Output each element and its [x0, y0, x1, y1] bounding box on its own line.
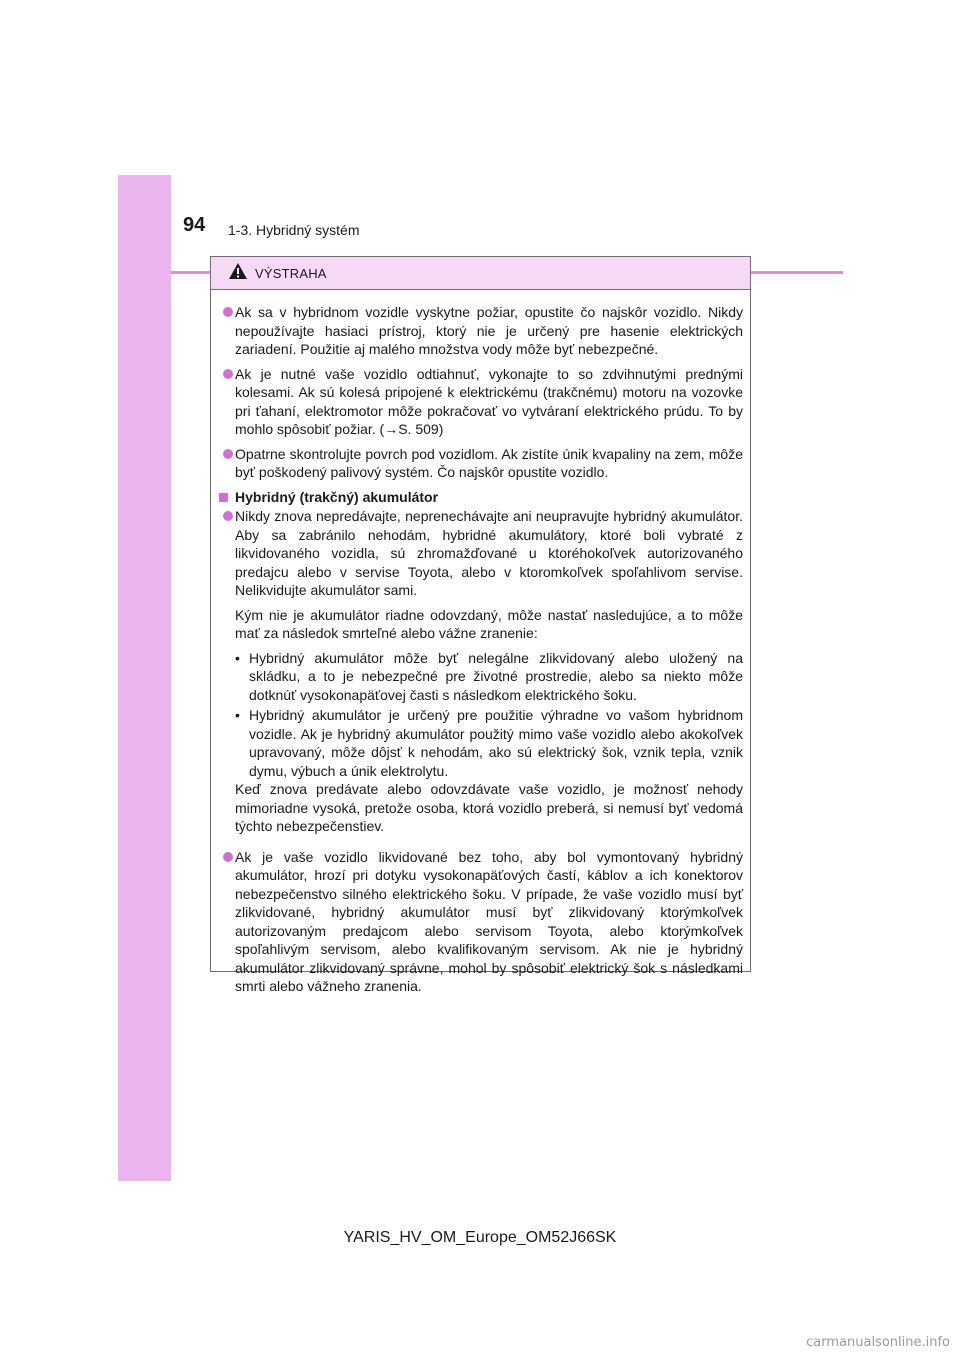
bullet-dot-icon	[223, 852, 233, 862]
bullet-dot-icon	[223, 449, 233, 459]
warning-item	[215, 303, 743, 359]
bullet-square-icon	[219, 493, 228, 502]
warning-box	[210, 256, 751, 994]
warning-title: VÝSTRAHA	[255, 266, 327, 281]
section-heading-text: Hybridný (trakčný) akumulátor	[235, 488, 439, 505]
warning-item-block	[235, 507, 743, 842]
warning-item-text: Opatrne skontrolujte povrch pod vozidlom. Ak zistíte únik kvapaliny na zem, môže byť poškodený palivový systém. Čo najskôr opustite vozidlo.	[235, 445, 743, 480]
warning-triangle-icon	[228, 262, 248, 285]
warning-item-text: Ak je nutné vaše vozidlo odtiahnuť, vykonajte to so zdvihnutými prednými kolesami. Ak sú kolesá pripojené k elektrickému (trakčnému) motoru na vozovke pri ťahaní, elektromotor môže pokračovať vo vytváraní elektrického prúdu. To by mohlo spôsobiť požiar. (→S. 509)	[235, 365, 743, 437]
sub-list-item-text: Hybridný akumulátor je určený pre použitie výhradne vo vašom hybridnom vozidle. Ak je hybridný akumulátor použitý mimo vaše vozidlo alebo akokoľvek upravovaný, môže dôjsť k nehodám, ako sú elektrický šok, vznik tepla, vznik dymu, výbuch a únik elektrolytu.	[249, 707, 743, 779]
watermark: carmanualsonline.info	[806, 1335, 950, 1350]
bullet-dot-icon	[223, 307, 233, 317]
paragraph: Keď znova predávate alebo odovzdávate vaše vozidlo, je možnosť nehody mimoriadne vysoká, pretože osoba, ktorá vozidlo preberá, si nemusí byť vedomá týchto nebezpečenstiev.	[235, 781, 743, 834]
document-code: YARIS_HV_OM_Europe_OM52J66SK	[343, 1229, 617, 1246]
section-heading	[215, 488, 743, 507]
section-title: 1-3. Hybridný systém	[228, 222, 360, 238]
sub-list-item	[235, 649, 743, 705]
side-color-band	[118, 175, 171, 1181]
warning-item	[215, 365, 743, 439]
sub-bullet: •	[235, 707, 240, 723]
page-number: 94	[183, 214, 206, 236]
bullet-dot-icon	[223, 369, 233, 379]
warning-item	[215, 445, 743, 482]
bullet-dot-icon	[223, 511, 233, 521]
warning-item-text: Nikdy znova nepredávajte, neprenechávajte ani neupravujte hybridný akumulátor. Aby sa zabránilo nehodám, hybridné akumulátory, ktoré boli vybraté z likvidovaného vozidla, sú zhromažďované u ktoréhokoľvek autorizovaného predajcu alebo v servise Toyota, alebo v ktoromkoľvek spoľahlivom servise. Nelikvidujte akumulátor sami.	[235, 508, 743, 598]
warning-content	[211, 290, 750, 996]
warning-item-text: Ak sa v hybridnom vozidle vyskytne požiar, opustite čo najskôr vozidlo. Nikdy nepoužívajte hasiaci prístroj, ktorý nie je určený pre hasenie elektrických zariadení. Použitie aj malého množstva vody môže byť nebezpečné.	[235, 304, 743, 357]
warning-item-text: Ak je vaše vozidlo likvidované bez toho, aby bol vymontovaný hybridný akumulátor, hrozí pri dotyku vysokonapäťových častí, káblov a ich konektorov nebezpečenstvo silného elektrického šoku. V prípade, že vaše vozidlo musí byť zlikvidované, hybridný akumulátor musí byť zlikvidovaný ktorýmkoľvek autorizovaným predajcom alebo servisom Toyota, alebo ktorýmkoľvek spoľahlivým servisom, alebo kvalifikovaným servisom. Ak nie je hybridný akumulátor zlikvidovaný správne, mohol by spôsobiť elektrický šok s následkami smrti alebo vážneho zranenia.	[235, 848, 743, 994]
warning-item	[215, 848, 743, 996]
sub-list-item-text: Hybridný akumulátor môže byť nelegálne zlikvidovaný alebo uložený na skládku, a to je nebezpečné pre životné prostredie, alebo sa niekto môže dotknúť vysokonapäťovej časti s následkom elektrického šoku.	[249, 649, 743, 703]
warning-item	[215, 507, 743, 842]
paragraph: Kým nie je akumulátor riadne odovzdaný, môže nastať nasledujúce, a to môže mať za následok smrteľné alebo vážne zranenie:	[235, 606, 743, 641]
sub-list-item	[235, 706, 743, 780]
warning-header	[211, 257, 750, 290]
sub-bullet: •	[235, 649, 240, 666]
